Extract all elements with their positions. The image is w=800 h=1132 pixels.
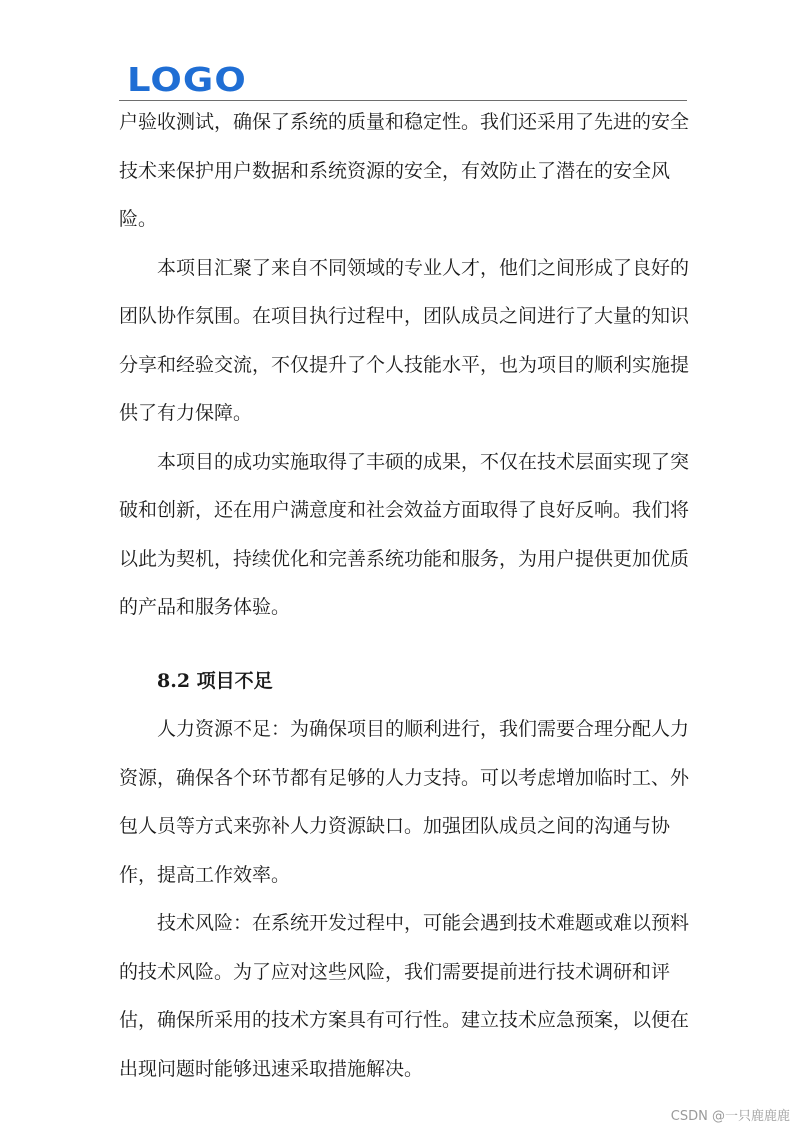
paragraph-results: 本项目的成功实施取得了丰硕的成果，不仅在技术层面实现了突破和创新，还在用户满意度和社会效益方面取得了良好反响。我们将以此为契机，持续优化和完善系统功能和服务，为用户提供更加优质的产品和服务体验。 <box>119 450 690 618</box>
paragraph-team: 本项目汇聚了来自不同领域的专业人才，他们之间形成了良好的团队协作氛围。在项目执行过程中，团队成员之间进行了大量的知识分享和经验交流，不仅提升了个人技能水平，也为项目的顺利实施提供了有力保障。 <box>119 256 690 424</box>
section-heading: 8.2 项目不足 <box>157 669 273 692</box>
paragraph-continued: 户验收测试，确保了系统的质量和稳定性。我们还采用了先进的安全技术来保护用户数据和系统资源的安全，有效防止了潜在的安全风险。 <box>119 111 690 230</box>
watermark: CSDN @一只鹿鹿鹿 <box>670 1109 790 1124</box>
header-logo: LOGO <box>127 60 247 99</box>
paragraph-human-resources: 人力资源不足：为确保项目的顺利进行，我们需要合理分配人力资源，确保各个环节都有足够的人力支持。可以考虑增加临时工、外包人员等方式来弥补人力资源缺口。加强团队成员之间的沟通与协作，提高工作效率。 <box>119 718 690 886</box>
paragraph-technical-risk: 技术风险：在系统开发过程中，可能会遇到技术难题或难以预料的技术风险。为了应对这些风险，我们需要提前进行技术调研和评估，确保所采用的技术方案具有可行性。建立技术应急预案，以便在出现问题时能够迅速采取措施解决。 <box>119 912 690 1080</box>
document-body <box>119 98 689 1093</box>
